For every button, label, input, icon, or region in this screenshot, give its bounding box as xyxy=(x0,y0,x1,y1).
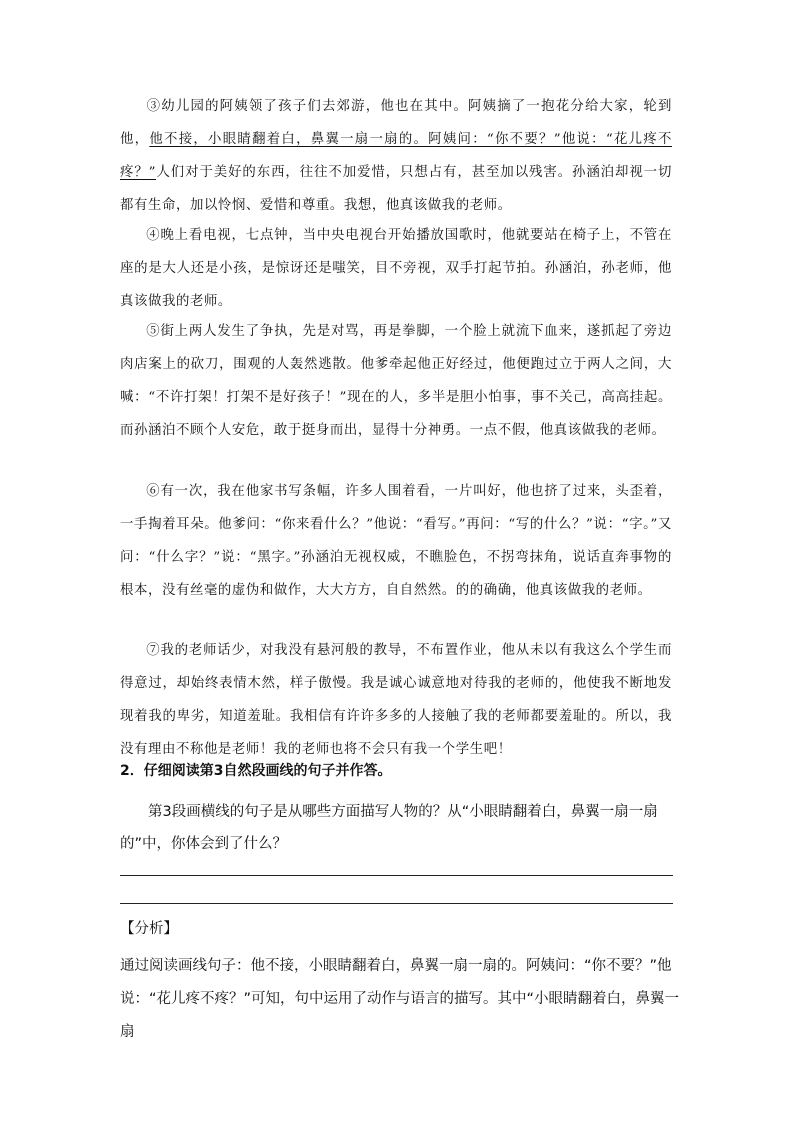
paragraph-6 xyxy=(120,475,672,607)
analysis-title: 【分析】 xyxy=(120,921,178,937)
question-text: 第3段画横线的句子是从哪些方面描写人物的？从“小眼睛翻着白，鼻翼一扇一扇的”中，你体会到了什么？ xyxy=(120,804,658,852)
paragraph-7-text: ⑦我的老师话少，对我没有悬河般的教导，不布置作业，他从未以有我这么个学生而得意过，却始终表情木然，样子傲慢。我是诚心诚意地对待我的老师的，他使我不断地发现着我的卑劣，知道羞耻。我相信有许许多多的人接触了我的老师都要羞耻的。所以，我没有理由不称他是老师！我的老师也将不会只有我一个学生吧！ xyxy=(120,643,672,757)
answer-line-1[interactable] xyxy=(120,875,673,876)
paragraph-5-text: ⑤街上两人发生了争执，先是对骂，再是拳脚，一个脸上就流下血来，遂抓起了旁边肉店案上的砍刀，围观的人轰然逃散。他爹牵起他正好经过，他便跑过立于两人之间，大喊：“不许打架！打架不是好孩子！”现在的人，多半是胆小怕事，事不关己，高高挂起。而孙涵泊不顾个人安危，敢于挺身而出，显得十分神勇。一点不假，他真该做我的老师。 xyxy=(120,324,672,438)
question-title: 2．仔细阅读第3自然段画线的句子并作答。 xyxy=(120,763,392,779)
analysis-body: 通过阅读画线句子：他不接，小眼睛翻着白，鼻翼一扇一扇的。阿姨问：“你不要？”他说：“花儿疼不疼？”可知，句中运用了动作与语言的描写。其中“小眼睛翻着白，鼻翼一扇 xyxy=(120,958,680,1040)
paragraph-3-part-3: 人们对于美好的东西，往往不加爱惜，只想占有，甚至加以残害。孙涵泊却视一切都有生命，加以怜悯、爱惜和尊重。我想，他真该做我的老师。 xyxy=(120,165,672,213)
paragraph-4-text: ④晚上看电视，七点钟，当中央电视台开始播放国歌时，他就要站在椅子上，不管在座的是大人还是小孩，是惊讶还是嗤笑，目不旁视，双手打起节拍。孙涵泊，孙老师，他真该做我的老师。 xyxy=(120,228,672,309)
paragraph-3-part-1: ③幼儿园的阿姨领了孩子们去郊游，他也在其中。阿姨摘了一抱花分给大家，轮到他， xyxy=(120,99,672,147)
question-body xyxy=(120,796,680,860)
paragraph-3 xyxy=(120,90,672,222)
answer-line-2[interactable] xyxy=(120,903,673,904)
paragraph-7 xyxy=(120,634,672,766)
underlined-sentence: 他不接，小眼睛翻着白，鼻翼一扇一扇的。阿姨问：“你不要？”他说：“花儿疼不疼？” xyxy=(120,132,673,180)
paragraph-4 xyxy=(120,219,672,318)
paragraph-6-text: ⑥有一次，我在他家书写条幅，许多人围着看，一片叫好，他也挤了过来，头歪着，一手掏着耳朵。他爹问：“你来看什么？”他说：“看写。”再问：“写的什么？”说：“字。”又问：“什么字？”说：“黑字。”孙涵泊无视权威，不瞧脸色，不拐弯抹角，说话直奔事物的根本，没有丝毫的虚伪和做作，大大方方，自自然然。的的确确，他真该做我的老师。 xyxy=(120,484,672,598)
paragraph-5 xyxy=(120,315,672,447)
